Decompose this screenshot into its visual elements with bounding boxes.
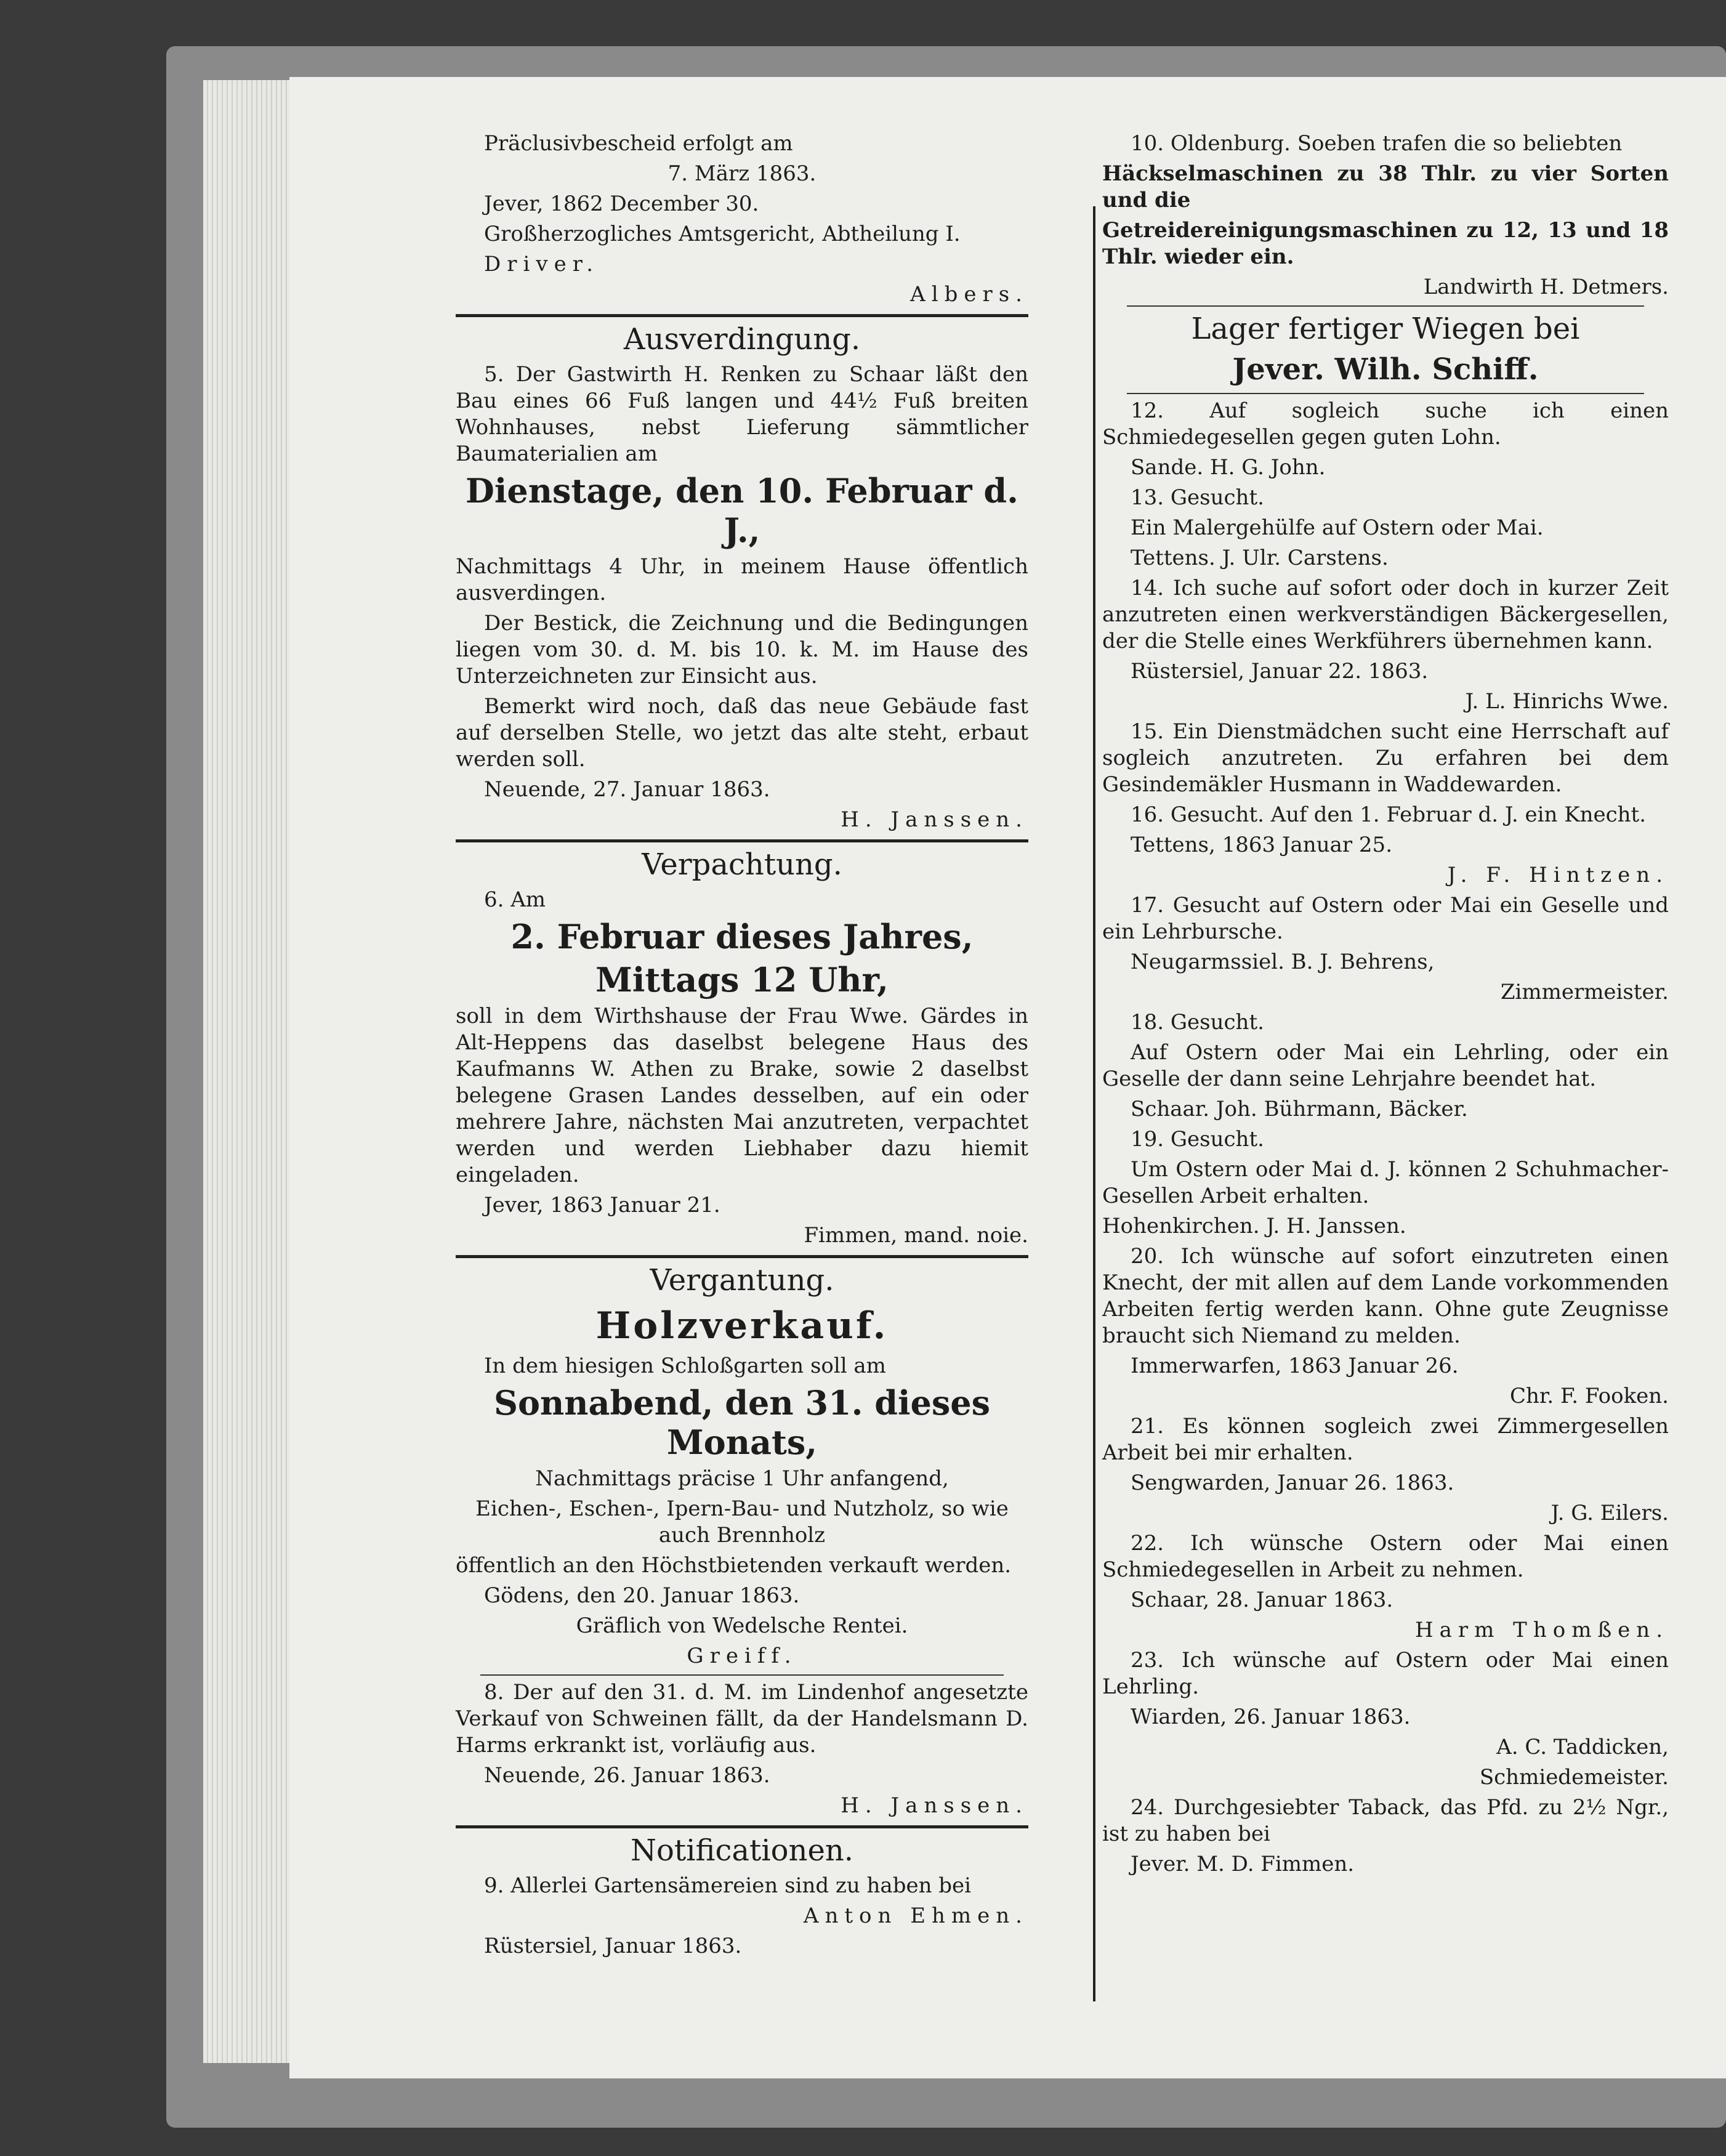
left-line-26: In dem hiesigen Schloßgarten soll am [484, 1354, 886, 1378]
left-line-29: Eichen-, Eschen-, Ipern-Bau- und Nutzholz, so wie auch Brennholz [475, 1496, 1009, 1548]
right-line-15: J. L. Hinrichs Wwe. [1465, 689, 1669, 714]
left-line-38 [456, 1825, 1028, 1828]
right-line-11: Ein Malergehülfe auf Ostern oder Mai. [1131, 515, 1544, 540]
right-line-30: Immerwarfen, 1863 Januar 26. [1131, 1354, 1459, 1378]
left-line-23 [456, 1255, 1028, 1258]
left-line-33: Greiff. [687, 1644, 797, 1668]
left-line-30: öffentlich an den Höchstbietenden verkauft werden. [456, 1553, 1012, 1578]
right-line-1: Häckselmaschinen zu 38 Thlr. zu vier Sorten und die [1102, 161, 1669, 212]
left-line-36: Neuende, 26. Januar 1863. [484, 1763, 770, 1788]
right-line-20: 17. Gesucht auf Ostern oder Mai ein Geselle und ein Lehrbursche. [1102, 893, 1669, 944]
right-line-0: 10. Oldenburg. Soeben trafen die so beliebten [1131, 131, 1623, 156]
left-line-41: Anton Ehmen. [803, 1904, 1028, 1928]
right-line-12: Tettens. J. Ulr. Carstens. [1131, 546, 1389, 570]
column-divider [1093, 206, 1095, 2001]
right-line-13: 14. Ich suche auf sofort oder doch in kurzer Zeit anzutreten einen werkverständigen Bäckergesellen, der die Stelle eines Werkführers übernehmen kann. [1102, 576, 1669, 653]
right-line-40: A. C. Taddicken, [1496, 1735, 1669, 1759]
left-line-8: 5. Der Gastwirth H. Renken zu Schaar läßt den Bau eines 66 Fuß langen und 44½ Fuß breiten Wohnhauses, nebst Lieferung sämmtlicher Baumaterialien am [456, 362, 1028, 466]
right-line-33: Sengwarden, Januar 26. 1863. [1131, 1471, 1454, 1495]
left-line-39: Notificationen. [630, 1833, 854, 1868]
right-line-19: J. F. Hintzen. [1447, 863, 1669, 887]
left-line-35: 8. Der auf den 31. d. M. im Lindenhof angesetzte Verkauf von Schweinen fällt, da der Handelsmann D. Harms erkrankt ist, vorläufig aus. [456, 1680, 1028, 1758]
left-line-9: Dienstage, den 10. Februar d. J., [466, 471, 1018, 550]
right-line-35: 22. Ich wünsche Ostern oder Mai einen Schmiedegesellen in Arbeit zu nehmen. [1102, 1531, 1669, 1582]
left-line-6 [456, 314, 1028, 317]
left-line-34 [480, 1674, 1004, 1676]
right-line-6: Jever. Wilh. Schiff. [1232, 352, 1539, 387]
right-line-9: Sande. H. G. John. [1131, 455, 1326, 480]
left-line-37: H. Janssen. [841, 1793, 1028, 1818]
right-line-24: Auf Ostern oder Mai ein Lehrling, oder ein Geselle der dann seine Lehrjahre beendet hat. [1102, 1040, 1669, 1091]
right-line-29: 20. Ich wünsche auf sofort einzutreten einen Knecht, der mit allen auf dem Lande vorkommenden Arbeiten fertig werden kann. Ohne gute Zeugnisse braucht sich Niemand zu melden. [1102, 1244, 1669, 1348]
left-line-16: Verpachtung. [642, 847, 842, 882]
left-line-25: Holzverkauf. [595, 1304, 889, 1347]
right-line-25: Schaar. Joh. Bührmann, Bäcker. [1131, 1097, 1468, 1121]
right-line-4 [1127, 305, 1644, 307]
right-line-10: 13. Gesucht. [1131, 485, 1264, 510]
left-line-22: Fimmen, mand. noie. [804, 1223, 1028, 1248]
right-line-36: Schaar, 28. Januar 1863. [1131, 1588, 1393, 1612]
left-line-12: Bemerkt wird noch, daß das neue Gebäude fast auf derselben Stelle, wo jetzt das alte steht, erbaut werden soll. [456, 694, 1028, 772]
left-line-7: Ausverdingung. [623, 322, 861, 357]
right-line-16: 15. Ein Dienstmädchen sucht eine Herrschaft auf sogleich anzutreten. Zu erfahren bei dem Gesindemäkler Husmann in Waddewarden. [1102, 719, 1669, 797]
left-line-4: Driver. [484, 252, 600, 277]
right-line-31: Chr. F. Fooken. [1509, 1384, 1669, 1408]
right-line-37: Harm Thomßen. [1414, 1618, 1669, 1642]
left-line-21: Jever, 1863 Januar 21. [484, 1193, 720, 1217]
left-line-19: Mittags 12 Uhr, [595, 960, 889, 999]
left-line-1: 7. März 1863. [667, 161, 817, 186]
right-line-5: Lager fertiger Wiegen bei [1191, 312, 1580, 346]
right-line-43: Jever. M. D. Fimmen. [1131, 1852, 1355, 1876]
right-line-27: Um Ostern oder Mai d. J. können 2 Schuhmacher-Gesellen Arbeit erhalten. [1102, 1157, 1669, 1208]
left-line-31: Gödens, den 20. Januar 1863. [484, 1583, 800, 1608]
left-line-5: Albers. [910, 282, 1028, 307]
right-line-42: 24. Durchgesiebter Taback, das Pfd. zu 2½ Ngr., ist zu haben bei [1102, 1795, 1669, 1846]
left-line-3: Großherzogliches Amtsgericht, Abtheilung I. [484, 222, 961, 246]
right-line-8: 12. Auf sogleich suche ich einen Schmiedegesellen gegen guten Lohn. [1102, 398, 1669, 450]
left-line-13: Neuende, 27. Januar 1863. [484, 777, 770, 802]
left-line-11: Der Bestick, die Zeichnung und die Bedingungen liegen vom 30. d. M. bis 10. k. M. im Hause des Unterzeichneten zur Einsicht aus. [456, 611, 1028, 688]
right-line-23: 18. Gesucht. [1131, 1010, 1264, 1035]
left-line-2: Jever, 1862 December 30. [484, 192, 759, 216]
right-line-17: 16. Gesucht. Auf den 1. Februar d. J. ein Knecht. [1131, 802, 1647, 827]
left-line-14: H. Janssen. [841, 807, 1028, 832]
right-line-2: Getreidereinigungsmaschinen zu 12, 13 und 18 Thlr. wieder ein. [1102, 218, 1669, 269]
right-line-7 [1127, 393, 1644, 394]
right-line-39: Wiarden, 26. Januar 1863. [1131, 1705, 1411, 1729]
left-line-40: 9. Allerlei Gartensämereien sind zu haben bei [484, 1873, 972, 1898]
right-line-28: Hohenkirchen. J. H. Janssen. [1102, 1214, 1406, 1238]
left-column [456, 131, 1028, 1963]
left-line-32: Gräflich von Wedelsche Rentei. [576, 1613, 908, 1638]
left-line-42: Rüstersiel, Januar 1863. [484, 1934, 742, 1958]
right-line-22: Zimmermeister. [1500, 980, 1669, 1004]
right-line-38: 23. Ich wünsche auf Ostern oder Mai einen Lehrling. [1102, 1648, 1669, 1699]
left-line-24: Vergantung. [650, 1263, 834, 1298]
left-line-10: Nachmittags 4 Uhr, in meinem Hause öffentlich ausverdingen. [456, 554, 1028, 605]
right-line-34: J. G. Eilers. [1551, 1501, 1669, 1525]
right-line-26: 19. Gesucht. [1131, 1127, 1264, 1152]
right-line-18: Tettens, 1863 Januar 25. [1131, 833, 1392, 857]
left-line-27: Sonnabend, den 31. dieses Monats, [494, 1383, 990, 1462]
right-line-3: Landwirth H. Detmers. [1423, 275, 1669, 299]
left-line-15 [456, 839, 1028, 842]
left-line-28: Nachmittags präcise 1 Uhr anfangend, [535, 1466, 949, 1491]
right-line-41: Schmiedemeister. [1479, 1765, 1669, 1790]
left-line-18: 2. Februar dieses Jahres, [510, 917, 974, 956]
left-line-20: soll in dem Wirthshause der Frau Wwe. Gärdes in Alt-Heppens das daselbst belegene Haus des Kaufmanns W. Athen zu Brake, sowie 2 daselbst belegene Grasen Landes desselben, auf ein oder mehrere Jahre, nächsten Mai anzutreten, verpachtet werden und werden Liebhaber dazu hiemit eingeladen. [456, 1004, 1028, 1187]
right-line-14: Rüstersiel, Januar 22. 1863. [1131, 659, 1429, 684]
left-line-0: Präclusivbescheid erfolgt am [484, 131, 793, 156]
right-line-32: 21. Es können sogleich zwei Zimmergesellen Arbeit bei mir erhalten. [1102, 1414, 1669, 1465]
right-line-21: Neugarmssiel. B. J. Behrens, [1131, 950, 1435, 974]
right-column [1102, 131, 1669, 1881]
left-line-17: 6. Am [484, 887, 546, 912]
